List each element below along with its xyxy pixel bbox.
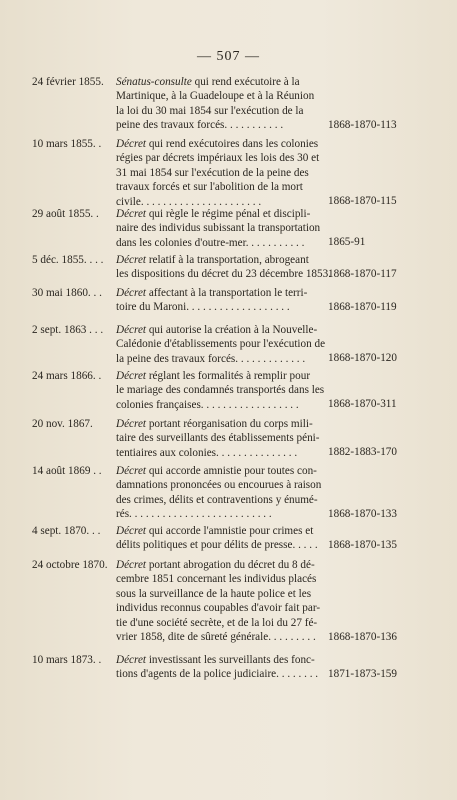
entry-date: 2 sept. 1863 . . .: [32, 324, 104, 336]
entry-line: tie d'une société secrète, et de la loi du 27 fé-: [116, 616, 318, 629]
entry-text: [116, 524, 336, 553]
entry-line: Décret qui autorise la création à la Nouvelle-: [116, 324, 318, 336]
entry-reference: 1868-1870-119: [328, 301, 397, 313]
entry-line: Décret investissant les surveillants des fonc-: [116, 654, 315, 666]
entry-reference: 1868-1870-135: [328, 539, 397, 551]
entry-reference: 1868-1870-311: [328, 398, 397, 410]
entry-text: [116, 253, 336, 282]
entry-reference: 1868-1870-113: [328, 119, 397, 131]
entry-line: damnations prononcées ou encourues à raison: [116, 479, 322, 492]
entry-line: régies par décrets impériaux les lois des 30 et: [116, 152, 320, 165]
entry-date: 14 août 1869 . .: [32, 465, 102, 477]
entry-text: [116, 137, 336, 209]
entry-date: 24 mars 1866. .: [32, 370, 102, 382]
entry-reference: 1882-1883-170: [328, 446, 397, 458]
entry-line: Martinique, à la Guadeloupe et à la Réunion: [116, 90, 315, 103]
entry-date: 10 mars 1873. .: [32, 654, 102, 666]
entry-line: peine des travaux forcés. . . . . . . . . . .: [116, 119, 284, 132]
entry-line: individus reconnus coupables d'avoir fait par-: [116, 602, 321, 615]
entry-line: des crimes, délits et contraventions y énumé-: [116, 493, 318, 506]
entry-line: colonies françaises. . . . . . . . . . . . . . . . . .: [116, 398, 299, 411]
entry-line: la peine des travaux forcés. . . . . . . . . . . . .: [116, 352, 306, 365]
entry-line: Décret affectant à la transportation le terri-: [116, 287, 308, 299]
entry-date: 5 déc. 1855. . . .: [32, 254, 104, 266]
entry-line: les dispositions du décret du 23 décembre 1853.: [116, 268, 332, 281]
entry-line: vrier 1858, dite de sûreté générale. . . . . . . . .: [116, 631, 316, 644]
entry-reference: 1865-91: [328, 236, 366, 248]
entry-line: Décret portant réorganisation du corps mili-: [116, 418, 313, 430]
entry-line: civile. . . . . . . . . . . . . . . . . . . . . .: [116, 195, 262, 208]
entry-line: Décret qui règle le régime pénal et discipli-: [116, 208, 311, 220]
entry-reference: 1868-1870-117: [328, 268, 397, 280]
entry-text: [116, 369, 336, 412]
entry-text: [116, 558, 336, 644]
entry-line: Décret réglant les formalités à remplir pour: [116, 370, 311, 382]
entry-text: [116, 207, 336, 250]
entry-line: Décret relatif à la transportation, abrogeant: [116, 254, 309, 266]
entry-line: délits politiques et pour délits de presse. . . . .: [116, 539, 318, 552]
entry-line: Calédonie d'établissements pour l'exécution de: [116, 338, 326, 351]
entry-line: toire du Maroni. . . . . . . . . . . . . . . . . . .: [116, 301, 290, 314]
entry-date: 20 nov. 1867.: [32, 418, 93, 430]
entry-line: Sénatus-consulte qui rend exécutoire à la: [116, 76, 300, 88]
entry-date: 4 sept. 1870. . .: [32, 525, 101, 537]
entry-reference: 1868-1870-136: [328, 631, 397, 643]
entry-line: Décret qui rend exécutoires dans les colonies: [116, 138, 319, 150]
entry-date: 10 mars 1855. .: [32, 138, 102, 150]
page-number: — 507 —: [197, 49, 260, 64]
entry-text: [116, 75, 336, 133]
entry-line: rés. . . . . . . . . . . . . . . . . . . . . . . . . .: [116, 508, 272, 521]
entry-text: [116, 417, 336, 460]
entry-line: travaux forcés et sur l'abolition de la mort: [116, 181, 303, 194]
entry-date: 29 août 1855. .: [32, 208, 99, 220]
entry-line: cembre 1851 concernant les individus placés: [116, 573, 317, 586]
entry-line: tions d'agents de la police judiciaire. . . . . . . .: [116, 668, 319, 681]
entry-line: naire des individus subissant la transportation: [116, 222, 321, 235]
entry-reference: 1871-1873-159: [328, 668, 397, 680]
entry-text: [116, 323, 336, 366]
entry-text: [116, 653, 336, 682]
entry-reference: 1868-1870-120: [328, 352, 397, 364]
entry-date: 24 février 1855.: [32, 76, 104, 88]
entry-line: taire des surveillants des établissements péni-: [116, 432, 320, 445]
entry-text: [116, 286, 336, 315]
entry-line: le mariage des condamnés transportés dans les: [116, 384, 325, 397]
entry-date: 30 mai 1860. . .: [32, 287, 102, 299]
entry-line: Décret qui accorde amnistie pour toutes con-: [116, 465, 317, 477]
entry-line: sous la surveillance de la haute police et les: [116, 587, 312, 600]
entry-line: dans les colonies d'outre-mer. . . . . . . . . . .: [116, 236, 305, 249]
entry-line: Décret qui accorde l'amnistie pour crimes et: [116, 525, 314, 537]
entry-line: la loi du 30 mai 1854 sur l'exécution de la: [116, 104, 304, 117]
entry-reference: 1868-1870-115: [328, 195, 397, 207]
entry-line: Décret portant abrogation du décret du 8 dé-: [116, 559, 315, 571]
entry-text: [116, 464, 336, 522]
entry-line: 31 mai 1854 sur l'exécution de la peine des: [116, 166, 309, 179]
entry-reference: 1868-1870-133: [328, 508, 397, 520]
entry-date: 24 octobre 1870.: [32, 559, 108, 571]
entry-line: tentiaires aux colonies. . . . . . . . . . . . . . .: [116, 446, 298, 459]
